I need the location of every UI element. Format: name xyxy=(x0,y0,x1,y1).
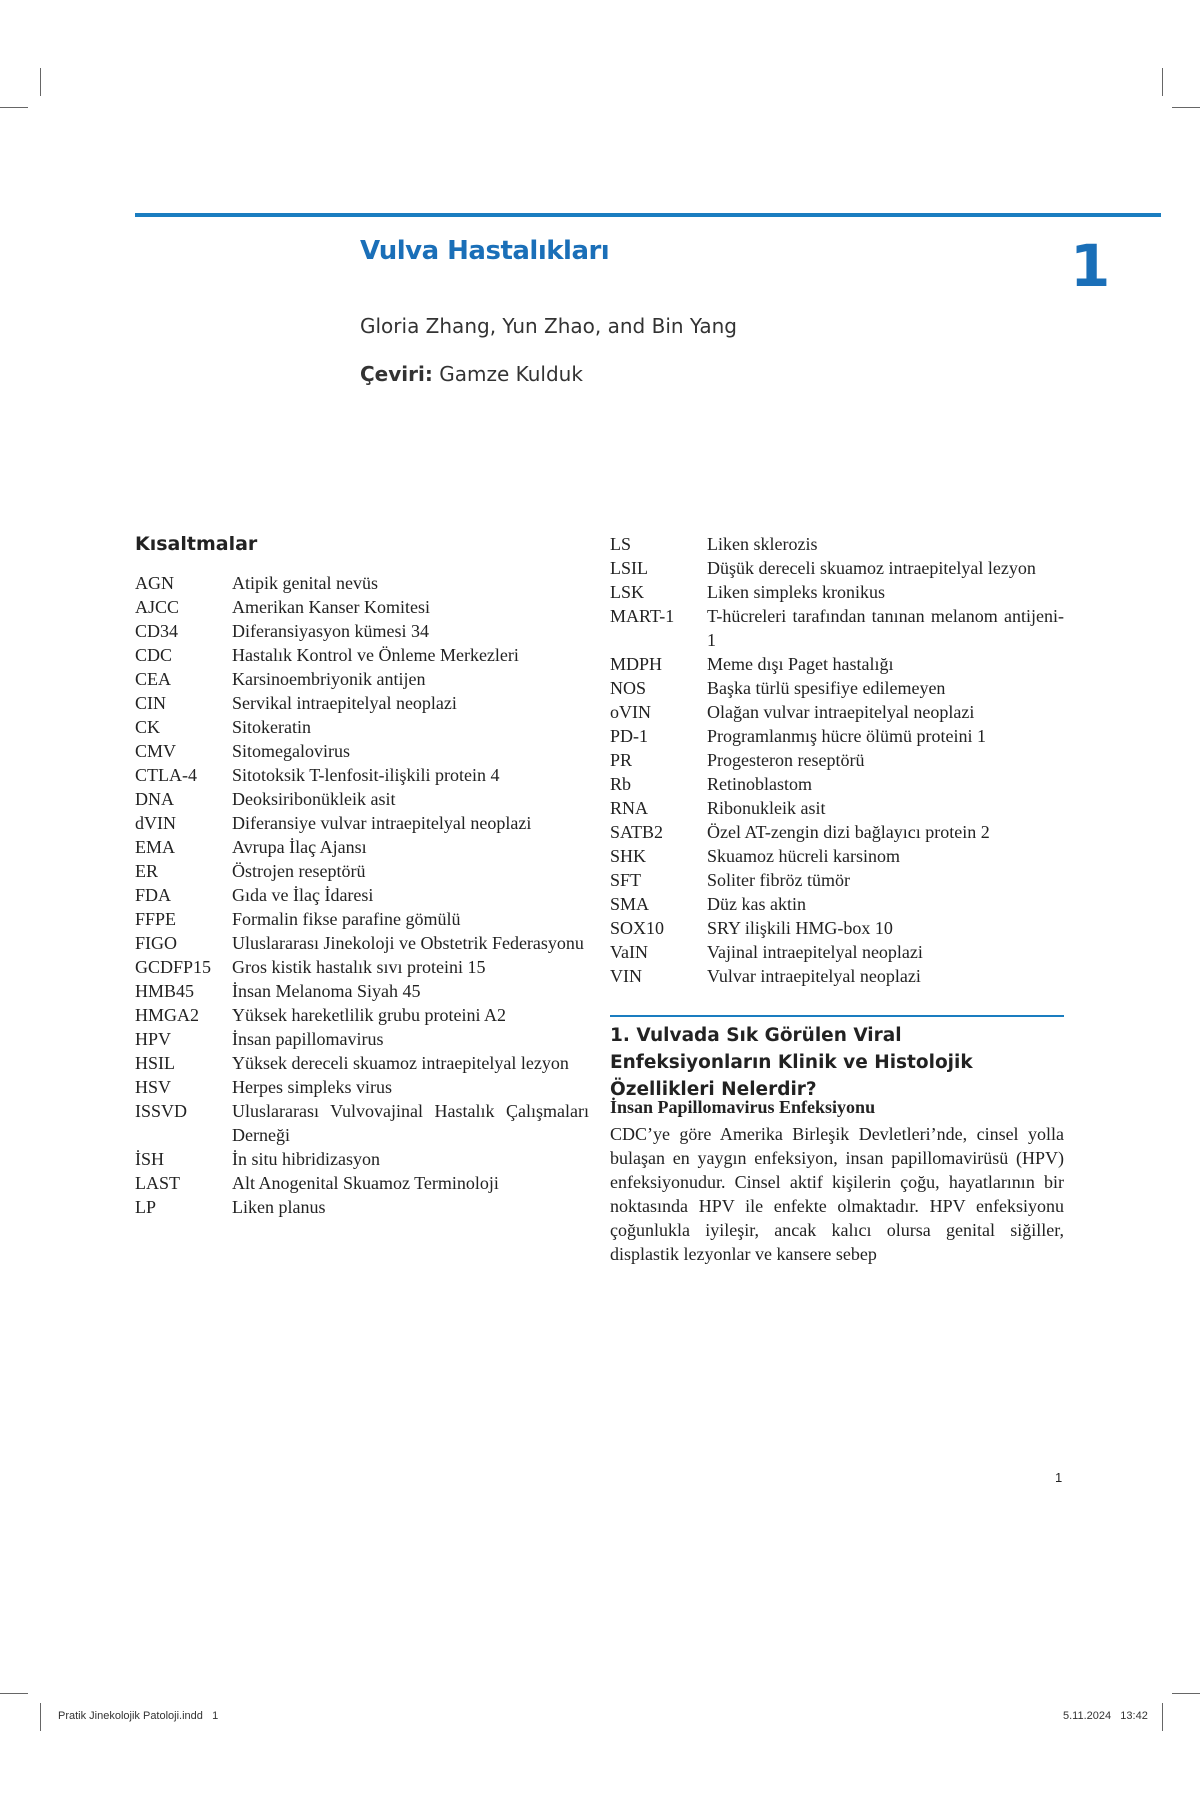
abbreviation-definition: Sitomegalovirus xyxy=(232,741,350,761)
abbreviation-row xyxy=(135,739,589,763)
abbreviation-definition: Soliter fibröz tümör xyxy=(707,870,850,890)
abbreviation-definition: Programlanmış hücre ölümü proteini 1 xyxy=(707,726,986,746)
abbreviation-code: CTLA-4 xyxy=(135,765,197,785)
abbreviation-definition: Başka türlü spesifiye edilemeyen xyxy=(707,678,946,698)
abbreviation-code: ISSVD xyxy=(135,1101,188,1121)
abbreviation-definition: Yüksek dereceli skuamoz intraepitelyal lezyon xyxy=(232,1053,569,1073)
abbreviation-definition: Vulvar intraepitelyal neoplazi xyxy=(707,966,921,986)
abbreviation-definition: Meme dışı Paget hastalığı xyxy=(707,654,894,674)
abbreviation-definition: Skuamoz hücreli karsinom xyxy=(707,846,900,866)
abbreviation-row xyxy=(135,1147,589,1171)
abbreviations-list-right xyxy=(610,532,1064,988)
abbreviation-code: SATB2 xyxy=(610,822,664,842)
abbreviation-code: GCDFP15 xyxy=(135,957,212,977)
abbreviation-definition: Östrojen reseptörü xyxy=(232,861,366,881)
abbreviation-code: HPV xyxy=(135,1029,172,1049)
crop-mark xyxy=(40,1703,41,1731)
abbreviation-code: CIN xyxy=(135,693,166,713)
abbreviation-definition: T-hücreleri tarafından tanınan melanom antijeni-1 xyxy=(707,606,1064,650)
abbreviation-definition: Sitokeratin xyxy=(232,717,311,737)
section-title: 1. Vulvada Sık Görülen Viral Enfeksiyonların Klinik ve Histolojik Özellikleri Nelerdir? xyxy=(610,1025,973,1100)
header-rule xyxy=(135,213,1161,217)
abbreviation-row xyxy=(135,1075,589,1099)
abbreviation-definition: Uluslararası Jinekoloji ve Obstetrik Federasyonu xyxy=(232,933,584,953)
abbreviation-definition: Diferansiyasyon kümesi 34 xyxy=(232,621,429,641)
abbreviation-definition: Düşük dereceli skuamoz intraepitelyal lezyon xyxy=(707,558,1036,578)
abbreviation-definition: Diferansiye vulvar intraepitelyal neoplazi xyxy=(232,813,532,833)
crop-mark xyxy=(40,68,41,96)
abbreviation-code: İSH xyxy=(135,1149,165,1169)
abbreviation-code: VaIN xyxy=(610,942,648,962)
abbreviation-code: CD34 xyxy=(135,621,179,641)
abbreviation-code: FFPE xyxy=(135,909,177,929)
abbreviation-row xyxy=(135,691,589,715)
abbreviation-definition: Olağan vulvar intraepitelyal neoplazi xyxy=(707,702,975,722)
abbreviation-code: oVIN xyxy=(610,702,651,722)
abbreviation-code: LSK xyxy=(610,582,645,602)
chapter-title: Vulva Hastalıkları xyxy=(360,236,610,266)
chapter-translation xyxy=(360,362,583,386)
chapter-number: 1 xyxy=(1070,232,1111,300)
abbreviation-row xyxy=(135,1003,589,1027)
crop-mark xyxy=(1162,1703,1163,1731)
abbreviation-definition: Herpes simpleks virus xyxy=(232,1077,392,1097)
abbreviation-code: SFT xyxy=(610,870,642,890)
abbreviation-row xyxy=(135,1051,589,1075)
abbreviation-code: MART-1 xyxy=(610,606,675,626)
abbreviation-row xyxy=(610,796,1064,820)
abbreviation-code: CDC xyxy=(135,645,173,665)
abbreviation-row xyxy=(610,772,1064,796)
abbreviation-code: VIN xyxy=(610,966,642,986)
abbreviation-row xyxy=(135,1027,589,1051)
abbreviation-code: PD-1 xyxy=(610,726,649,746)
abbreviation-row xyxy=(135,667,589,691)
abbreviation-code: LAST xyxy=(135,1173,180,1193)
abbreviation-definition: Progesteron reseptörü xyxy=(707,750,865,770)
abbreviation-code: RNA xyxy=(610,798,649,818)
abbreviation-definition: Liken planus xyxy=(232,1197,326,1217)
abbreviations-list-left xyxy=(135,571,589,1219)
abbreviation-code: LP xyxy=(135,1197,157,1217)
abbreviation-row xyxy=(610,748,1064,772)
abbreviation-definition: Özel AT-zengin dizi bağlayıcı protein 2 xyxy=(707,822,990,842)
abbreviation-row xyxy=(610,532,1064,556)
abbreviation-definition: Servikal intraepitelyal neoplazi xyxy=(232,693,457,713)
footer-file: Pratik Jinekolojik Patoloji.indd 1 xyxy=(58,1710,219,1722)
abbreviation-definition: Liken simpleks kronikus xyxy=(707,582,885,602)
abbreviation-code: SOX10 xyxy=(610,918,665,938)
abbreviation-definition: İn situ hibridizasyon xyxy=(232,1149,380,1169)
abbreviation-definition: Amerikan Kanser Komitesi xyxy=(232,597,430,617)
abbreviation-row xyxy=(135,595,589,619)
abbreviation-row xyxy=(135,859,589,883)
abbreviation-row xyxy=(135,643,589,667)
abbreviation-row xyxy=(135,979,589,1003)
abbreviation-row xyxy=(135,835,589,859)
abbreviation-row xyxy=(135,715,589,739)
abbreviation-row xyxy=(135,811,589,835)
abbreviation-definition: Karsinoembriyonik antijen xyxy=(232,669,426,689)
abbreviation-row xyxy=(610,676,1064,700)
abbreviation-definition: Formalin fikse parafine gömülü xyxy=(232,909,461,929)
abbreviation-code: dVIN xyxy=(135,813,176,833)
crop-mark xyxy=(1162,68,1163,96)
abbreviation-definition: Uluslararası Vulvovajinal Hastalık Çalışmaları Derneği xyxy=(232,1101,589,1145)
abbreviation-definition: Liken sklerozis xyxy=(707,534,818,554)
abbreviation-definition: Alt Anogenital Skuamoz Terminoloji xyxy=(232,1173,499,1193)
abbreviation-code: AGN xyxy=(135,573,174,593)
abbreviation-code: HMB45 xyxy=(135,981,195,1001)
abbreviation-row xyxy=(135,883,589,907)
abbreviation-definition: Düz kas aktin xyxy=(707,894,806,914)
abbreviation-code: SMA xyxy=(610,894,650,914)
abbreviation-definition: Avrupa İlaç Ajansı xyxy=(232,837,367,857)
abbreviation-definition: Retinoblastom xyxy=(707,774,812,794)
section-rule xyxy=(610,1015,1064,1017)
abbreviation-code: HSV xyxy=(135,1077,172,1097)
abbreviation-code: CMV xyxy=(135,741,177,761)
abbreviation-row xyxy=(610,868,1064,892)
chapter-authors: Gloria Zhang, Yun Zhao, and Bin Yang xyxy=(360,314,738,338)
abbreviation-definition: Hastalık Kontrol ve Önleme Merkezleri xyxy=(232,645,519,665)
abbreviation-definition: Yüksek hareketlilik grubu proteini A2 xyxy=(232,1005,506,1025)
abbreviation-row xyxy=(135,955,589,979)
subsection-title: İnsan Papillomavirus Enfeksiyonu xyxy=(610,1097,876,1117)
abbreviation-row xyxy=(610,652,1064,676)
abbreviation-row xyxy=(135,787,589,811)
crop-mark xyxy=(1172,1693,1200,1694)
abbreviation-code: DNA xyxy=(135,789,174,809)
page-number: 1 xyxy=(1055,1470,1063,1485)
abbreviation-row xyxy=(610,724,1064,748)
abbreviation-code: MDPH xyxy=(610,654,663,674)
abbreviation-definition: Gros kistik hastalık sıvı proteini 15 xyxy=(232,957,486,977)
abbreviation-row xyxy=(610,580,1064,604)
abbreviation-code: NOS xyxy=(610,678,647,698)
abbreviation-row xyxy=(610,892,1064,916)
abbreviation-code: PR xyxy=(610,750,633,770)
abbreviation-row xyxy=(610,556,1064,580)
crop-mark xyxy=(0,1693,28,1694)
abbreviations-heading: Kısaltmalar xyxy=(135,533,258,555)
abbreviation-row xyxy=(610,844,1064,868)
abbreviation-definition: Sitotoksik T-lenfosit-ilişkili protein 4 xyxy=(232,765,500,785)
abbreviation-row xyxy=(135,619,589,643)
abbreviation-code: HSIL xyxy=(135,1053,175,1073)
abbreviation-row xyxy=(135,931,589,955)
abbreviation-row xyxy=(610,964,1064,988)
abbreviation-row xyxy=(135,1099,589,1147)
abbreviation-code: CEA xyxy=(135,669,171,689)
abbreviation-definition: Gıda ve İlaç İdaresi xyxy=(232,885,374,905)
abbreviation-row xyxy=(135,907,589,931)
abbreviation-row xyxy=(135,763,589,787)
abbreviation-code: CK xyxy=(135,717,161,737)
abbreviation-code: AJCC xyxy=(135,597,180,617)
crop-mark xyxy=(0,107,28,108)
abbreviation-definition: Ribonukleik asit xyxy=(707,798,826,818)
abbreviation-code: FIGO xyxy=(135,933,178,953)
abbreviation-code: Rb xyxy=(610,774,632,794)
footer-date: 5.11.2024 13:42 xyxy=(1063,1710,1148,1722)
abbreviation-code: FDA xyxy=(135,885,172,905)
abbreviation-row xyxy=(610,700,1064,724)
crop-mark xyxy=(1172,107,1200,108)
section-body: CDC’ye göre Amerika Birleşik Devletleri’nde, cinsel yolla bulaşan en yaygın enfeksiyon, insan papillomavirüsü (HPV) enfeksiyonudur. Cinsel aktif kişilerin çoğu, hayatlarının bir noktasında HPV ile enfekte olmaktadır. HPV enfeksiyonu çoğunlukla iyileşir, ancak kalıcı olursa genital siğiller, displastik lezyonlar ve kansere sebep xyxy=(610,1124,1064,1264)
abbreviation-code: LS xyxy=(610,534,632,554)
abbreviation-definition: İnsan Melanoma Siyah 45 xyxy=(232,981,421,1001)
abbreviation-row xyxy=(135,571,589,595)
abbreviation-definition: Atipik genital nevüs xyxy=(232,573,378,593)
abbreviation-definition: İnsan papillomavirus xyxy=(232,1029,384,1049)
abbreviation-row xyxy=(610,916,1064,940)
abbreviation-code: HMGA2 xyxy=(135,1005,200,1025)
abbreviation-code: ER xyxy=(135,861,159,881)
abbreviation-definition: Vajinal intraepitelyal neoplazi xyxy=(707,942,923,962)
abbreviation-row xyxy=(610,820,1064,844)
abbreviation-row xyxy=(610,940,1064,964)
abbreviation-code: EMA xyxy=(135,837,175,857)
abbreviation-definition: SRY ilişkili HMG-box 10 xyxy=(707,918,893,938)
abbreviation-row xyxy=(135,1171,589,1195)
abbreviation-row xyxy=(135,1195,589,1219)
abbreviation-code: SHK xyxy=(610,846,647,866)
translation-label: Çeviri: xyxy=(360,362,433,386)
abbreviation-definition: Deoksiribonükleik asit xyxy=(232,789,396,809)
abbreviation-row xyxy=(610,604,1064,652)
abbreviation-code: LSIL xyxy=(610,558,648,578)
translator-name: Gamze Kulduk xyxy=(439,362,583,386)
